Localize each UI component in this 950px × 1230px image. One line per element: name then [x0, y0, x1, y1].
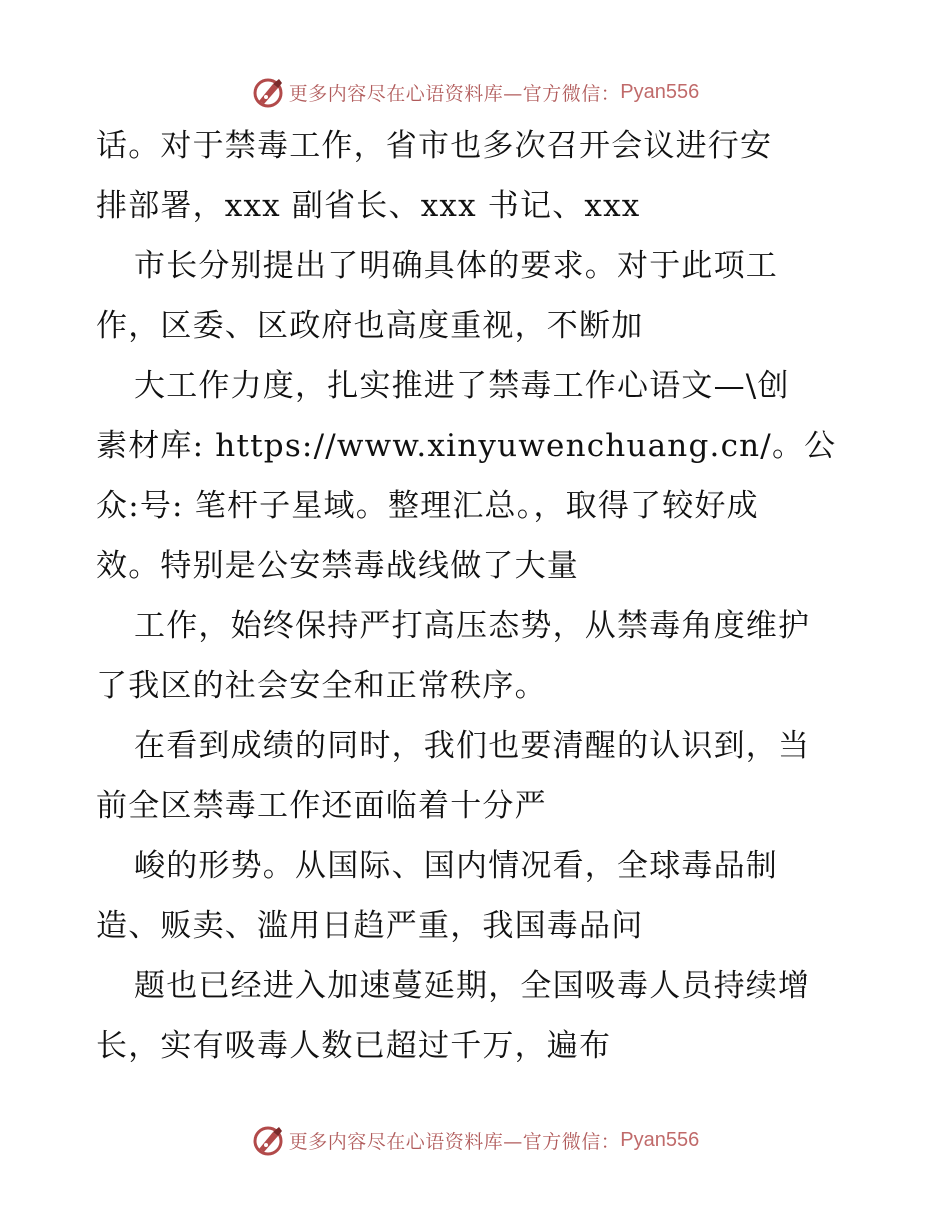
footer-banner: [0, 1118, 950, 1162]
body-line: 造、贩卖、滥用日趋严重，我国毒品问: [96, 908, 644, 944]
pen-nib-logo-icon: [251, 1123, 285, 1157]
body-line: 众:号: 笔杆子星域。整理汇总。，取得了较好成: [96, 488, 759, 524]
body-line: 了我区的社会安全和正常秩序。: [96, 668, 547, 704]
header-wechat-id: Pyan556: [620, 80, 700, 103]
body-line: 在看到成绩的同时，我们也要清醒的认识到，当: [134, 728, 811, 764]
document-body: [96, 121, 856, 1081]
body-line: 题也已经进入加速蔓延期，全国吸毒人员持续增: [134, 968, 811, 1004]
footer-banner-text: 更多内容尽在心语资料库—官方微信：: [288, 1130, 621, 1153]
body-line: 市长分别提出了明确具体的要求。对于此项工: [134, 248, 778, 284]
body-line: 工作，始终保持严打高压态势，从禁毒角度维护: [134, 608, 811, 644]
body-line: 大工作力度，扎实推进了禁毒工作心语文—\创: [134, 368, 790, 404]
header-banner-text: 更多内容尽在心语资料库—官方微信：: [288, 82, 621, 105]
body-line: 效。特别是公安禁毒战线做了大量: [96, 548, 579, 584]
body-line: 排部署，xxx 副省长、xxx 书记、xxx: [96, 188, 641, 224]
body-line: 前全区禁毒工作还面临着十分严: [96, 788, 547, 824]
body-line: 长，实有吸毒人数已超过千万，遍布: [96, 1028, 612, 1064]
body-line: 作，区委、区政府也高度重视，不断加: [96, 308, 644, 344]
body-line: 素材库: https://www.xinyuwenchuang.cn/。公: [96, 428, 837, 464]
pen-nib-logo-icon: [251, 75, 285, 109]
body-line: 峻的形势。从国际、国内情况看，全球毒品制: [134, 848, 778, 884]
header-banner: [0, 70, 950, 114]
footer-wechat-id: Pyan556: [620, 1128, 700, 1151]
body-line: 话。对于禁毒工作，省市也多次召开会议进行安: [96, 128, 773, 164]
